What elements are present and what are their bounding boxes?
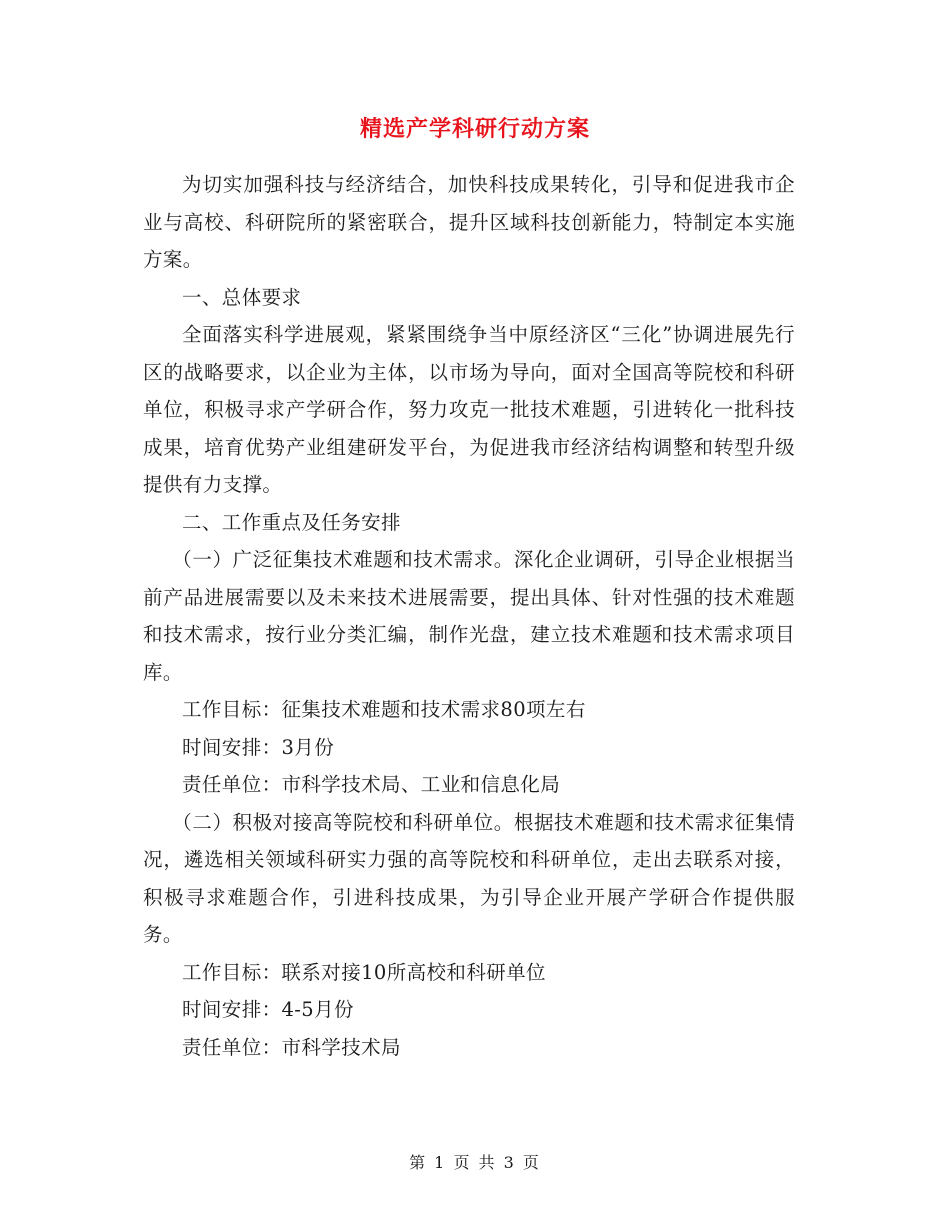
general-requirements-paragraph: 全面落实科学进展观，紧紧围绕争当中原经济区“三化”协调进展先行区的战略要求，以企业为主体，以市场为导向，面对全国高等院校和科研单位，积极寻求产学研合作，努力攻克一批技术难题，引进转化一批科技成果，培育优势产业组建研发平台，为促进我市经济结构调整和转型升级提供有力支撑。 [143,323,795,496]
task-two-goal: 工作目标：联系对接10所高校和科研单位 [182,960,546,984]
task-two-schedule: 时间安排：4-5月份 [182,998,354,1021]
section-heading-general-requirements: 一、总体要求 [182,285,302,309]
document-body [143,166,795,1066]
task-one-responsible-unit: 责任单位：市科学技术局、工业和信息化局 [182,773,561,796]
task-one-paragraph: （一）广泛征集技术难题和技术需求。深化企业调研，引导企业根据当前产品进展需要以及未来技术进展需要，提出具体、针对性强的技术难题和技术需求，按行业分类汇编，制作光盘，建立技术难题和技术需求项目库。 [143,548,795,684]
page-number-footer: 第 1 页 共 3 页 [409,1153,541,1172]
section-heading-work-focus: 二、工作重点及任务安排 [182,510,401,534]
task-one-schedule: 时间安排：3月份 [182,735,335,759]
intro-paragraph: 为切实加强科技与经济结合，加快科技成果转化，引导和促进我市企业与高校、科研院所的紧密联合，提升区域科技创新能力，特制定本实施方案。 [143,173,795,271]
task-two-paragraph: （二）积极对接高等院校和科研单位。根据技术难题和技术需求征集情况，遴选相关领域科研实力强的高等院校和科研单位，走出去联系对接，积极寻求难题合作，引进科技成果，为引导企业开展产学研合作提供服务。 [143,810,795,946]
task-two-responsible-unit: 责任单位：市科学技术局 [182,1035,401,1059]
task-one-goal: 工作目标：征集技术难题和技术需求80项左右 [182,698,586,721]
document-title: 精选产学科研行动方案 [359,117,590,142]
